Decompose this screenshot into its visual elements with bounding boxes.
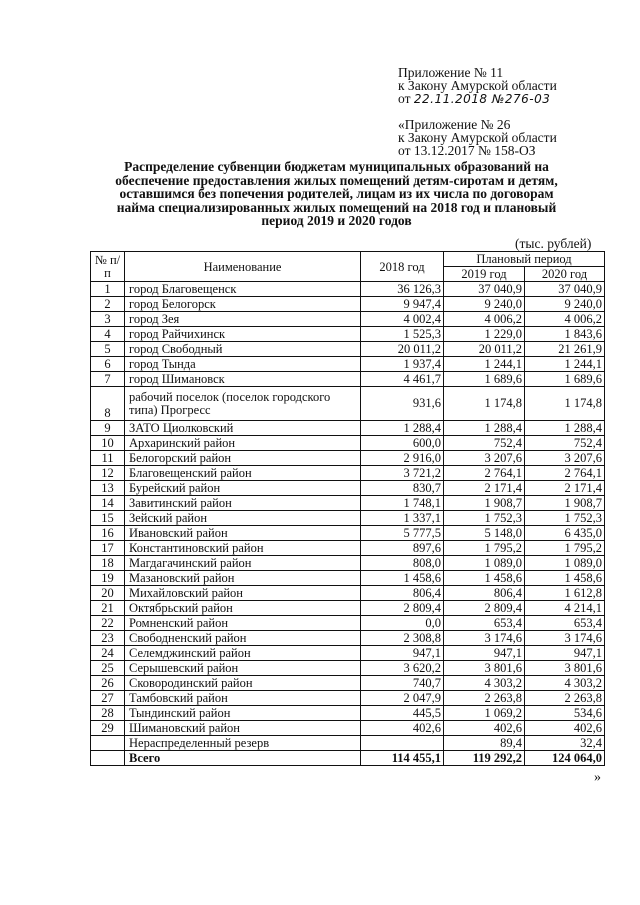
previous-appendix-block [398,118,557,157]
table-row [91,327,605,342]
row-value-2019: 89,4 [444,736,525,751]
row-value-2018: 402,6 [361,721,444,736]
title-line: найма специализированных жилых помещений на 2018 год и плановый [116,199,557,215]
row-value-2018: 20 011,2 [361,342,444,357]
row-value-2020: 9 240,0 [525,297,605,312]
table-row [91,436,605,451]
row-name: Архаринский район [125,436,361,451]
row-name: Завитинский район [125,496,361,511]
title-line: Распределение субвенции бюджетам муниципальных образований на [124,159,549,174]
row-value-2018: 1 458,6 [361,571,444,586]
table-row [91,511,605,526]
table-row [91,676,605,691]
row-value-2019: 1 752,3 [444,511,525,526]
row-number: 1 [91,282,125,297]
row-value-2018: 4 002,4 [361,312,444,327]
row-number: 21 [91,601,125,616]
row-number: 5 [91,342,125,357]
row-number [91,736,125,751]
row-number: 15 [91,511,125,526]
row-value-2018: 445,5 [361,706,444,721]
total-number [91,751,125,766]
closing-quote: » [594,770,601,785]
row-value-2018: 2 047,9 [361,691,444,706]
row-number: 11 [91,451,125,466]
row-value-2018 [361,736,444,751]
row-value-2020: 2 171,4 [525,481,605,496]
appendix-line1: Приложение № 11 [398,65,504,80]
row-number: 8 [91,387,125,421]
header-name: Наименование [125,252,361,282]
row-name: Сковородинский район [125,676,361,691]
units-label: (тыс. рублей) [515,236,592,251]
row-value-2019: 1 795,2 [444,541,525,556]
row-value-2019: 1 908,7 [444,496,525,511]
row-value-2019: 402,6 [444,721,525,736]
row-value-2020: 1 752,3 [525,511,605,526]
row-name: Магдагачинский район [125,556,361,571]
row-value-2018: 1 937,4 [361,357,444,372]
row-value-2019: 947,1 [444,646,525,661]
row-number: 24 [91,646,125,661]
row-number: 12 [91,466,125,481]
row-value-2020: 1 458,6 [525,571,605,586]
row-value-2020: 37 040,9 [525,282,605,297]
table-row [91,646,605,661]
row-value-2020: 2 263,8 [525,691,605,706]
row-value-2018: 2 809,4 [361,601,444,616]
header-2019: 2019 год [444,267,525,282]
row-value-2020: 1 089,0 [525,556,605,571]
row-value-2018: 36 126,3 [361,282,444,297]
total-2018: 114 455,1 [361,751,444,766]
row-value-2020: 2 764,1 [525,466,605,481]
row-value-2020: 32,4 [525,736,605,751]
appendix-line3 [398,92,557,106]
row-name: Октябрьский район [125,601,361,616]
row-value-2018: 897,6 [361,541,444,556]
row-value-2019: 2 171,4 [444,481,525,496]
table-row [91,496,605,511]
row-name: Тамбовский район [125,691,361,706]
total-2020: 124 064,0 [525,751,605,766]
appendix-date-prefix: от [398,91,411,106]
row-name: Шимановский район [125,721,361,736]
table-row [91,297,605,312]
row-name: город Белогорск [125,297,361,312]
row-value-2020: 947,1 [525,646,605,661]
row-value-2019: 4 303,2 [444,676,525,691]
table-row [91,571,605,586]
row-name: Михайловский район [125,586,361,601]
row-value-2019: 4 006,2 [444,312,525,327]
document-title [64,160,609,228]
row-number: 14 [91,496,125,511]
row-value-2019: 1 229,0 [444,327,525,342]
row-number: 27 [91,691,125,706]
row-name: Белогорский район [125,451,361,466]
title-line: период 2019 и 2020 годов [261,213,412,228]
prev-appendix-line3: от 13.12.2017 № 158-ОЗ [398,143,536,158]
row-value-2019: 1 174,8 [444,387,525,421]
row-value-2020: 534,6 [525,706,605,721]
row-name: Мазановский район [125,571,361,586]
total-row [91,751,605,766]
row-value-2019: 1 689,6 [444,372,525,387]
row-value-2018: 600,0 [361,436,444,451]
row-name: ЗАТО Циолковский [125,421,361,436]
row-name: Селемджинский район [125,646,361,661]
row-value-2019: 1 089,0 [444,556,525,571]
row-name: Нераспределенный резерв [125,736,361,751]
row-value-2018: 2 916,0 [361,451,444,466]
table-row [91,466,605,481]
row-value-2020: 1 908,7 [525,496,605,511]
title-line: обеспечение предоставления жилых помещений детям-сиротам и детям, [115,172,558,188]
prev-appendix-line2: к Закону Амурской области [398,130,557,145]
table-row [91,357,605,372]
row-number: 29 [91,721,125,736]
row-value-2018: 931,6 [361,387,444,421]
row-value-2019: 2 764,1 [444,466,525,481]
subvention-table [90,251,605,766]
row-number: 16 [91,526,125,541]
row-value-2018: 4 461,7 [361,372,444,387]
row-value-2019: 1 244,1 [444,357,525,372]
row-value-2019: 3 801,6 [444,661,525,676]
table-row [91,387,605,421]
header-plan-period: Плановый период [444,252,605,267]
row-number: 13 [91,481,125,496]
table-row [91,556,605,571]
table-row [91,586,605,601]
row-value-2019: 3 207,6 [444,451,525,466]
header-2018: 2018 год [361,252,444,282]
row-name: город Тында [125,357,361,372]
title-line: оставшимся без попечения родителей, лицам из их числа по договорам [119,186,554,201]
row-value-2018: 806,4 [361,586,444,601]
row-number: 3 [91,312,125,327]
table-row [91,706,605,721]
row-value-2019: 653,4 [444,616,525,631]
table-row [91,736,605,751]
row-value-2020: 653,4 [525,616,605,631]
row-value-2018: 947,1 [361,646,444,661]
table-row [91,372,605,387]
table-row [91,601,605,616]
row-number: 22 [91,616,125,631]
row-value-2018: 3 721,2 [361,466,444,481]
row-value-2018: 830,7 [361,481,444,496]
table-row [91,691,605,706]
row-value-2018: 740,7 [361,676,444,691]
header-2020: 2020 год [525,267,605,282]
row-number: 6 [91,357,125,372]
row-value-2020: 1 612,8 [525,586,605,601]
row-number: 26 [91,676,125,691]
row-value-2020: 1 244,1 [525,357,605,372]
row-name: Ромненский район [125,616,361,631]
row-number: 10 [91,436,125,451]
table-row [91,481,605,496]
row-value-2018: 1 525,3 [361,327,444,342]
row-value-2020: 21 261,9 [525,342,605,357]
row-value-2018: 808,0 [361,556,444,571]
row-value-2020: 3 207,6 [525,451,605,466]
row-value-2020: 3 801,6 [525,661,605,676]
row-number: 20 [91,586,125,601]
row-value-2020: 4 214,1 [525,601,605,616]
row-value-2018: 1 337,1 [361,511,444,526]
row-value-2019: 9 240,0 [444,297,525,312]
row-number: 2 [91,297,125,312]
table-row [91,342,605,357]
row-value-2019: 20 011,2 [444,342,525,357]
row-name: Серышевский район [125,661,361,676]
row-value-2020: 1 795,2 [525,541,605,556]
table-row [91,616,605,631]
handwritten-date-number: 22.11.2018 №276-03 [413,92,551,106]
row-number: 4 [91,327,125,342]
row-number: 18 [91,556,125,571]
row-name: город Свободный [125,342,361,357]
row-value-2019: 1 069,2 [444,706,525,721]
row-name: город Шимановск [125,372,361,387]
row-value-2019: 2 809,4 [444,601,525,616]
row-value-2020: 752,4 [525,436,605,451]
row-value-2020: 4 006,2 [525,312,605,327]
header-num: № п/п [91,252,125,282]
table-row [91,721,605,736]
row-name: Бурейский район [125,481,361,496]
row-value-2020: 1 174,8 [525,387,605,421]
row-name: город Зея [125,312,361,327]
row-name: Константиновский район [125,541,361,556]
row-name: город Райчихинск [125,327,361,342]
table-row [91,312,605,327]
row-value-2019: 1 288,4 [444,421,525,436]
row-name: Благовещенский район [125,466,361,481]
row-value-2018: 1 748,1 [361,496,444,511]
table-row [91,661,605,676]
appendix-line2: к Закону Амурской области [398,78,557,93]
row-value-2020: 1 288,4 [525,421,605,436]
row-value-2020: 402,6 [525,721,605,736]
row-value-2018: 2 308,8 [361,631,444,646]
row-name: рабочий поселок (поселок городского типа) Прогресс [125,387,361,421]
row-value-2018: 1 288,4 [361,421,444,436]
prev-appendix-line1: «Приложение № 26 [398,117,511,132]
table-body [91,282,605,766]
row-value-2019: 5 148,0 [444,526,525,541]
row-number: 25 [91,661,125,676]
row-value-2019: 806,4 [444,586,525,601]
row-value-2020: 4 303,2 [525,676,605,691]
row-number: 17 [91,541,125,556]
row-name: Ивановский район [125,526,361,541]
row-number: 28 [91,706,125,721]
row-number: 23 [91,631,125,646]
table-row [91,631,605,646]
row-number: 19 [91,571,125,586]
table-row [91,526,605,541]
row-value-2018: 9 947,4 [361,297,444,312]
row-value-2019: 1 458,6 [444,571,525,586]
row-number: 9 [91,421,125,436]
table-row [91,451,605,466]
table-row [91,282,605,297]
row-name: Свободненский район [125,631,361,646]
row-value-2018: 0,0 [361,616,444,631]
row-value-2018: 3 620,2 [361,661,444,676]
row-value-2020: 1 689,6 [525,372,605,387]
total-2019: 119 292,2 [444,751,525,766]
row-value-2020: 1 843,6 [525,327,605,342]
appendix-block [398,66,557,106]
row-value-2019: 2 263,8 [444,691,525,706]
row-value-2019: 37 040,9 [444,282,525,297]
row-value-2018: 5 777,5 [361,526,444,541]
row-value-2019: 3 174,6 [444,631,525,646]
row-name: город Благовещенск [125,282,361,297]
row-name: Тындинский район [125,706,361,721]
row-value-2019: 752,4 [444,436,525,451]
table-row [91,421,605,436]
row-number: 7 [91,372,125,387]
table-row [91,541,605,556]
total-label: Всего [125,751,361,766]
row-value-2020: 6 435,0 [525,526,605,541]
row-value-2020: 3 174,6 [525,631,605,646]
row-name: Зейский район [125,511,361,526]
